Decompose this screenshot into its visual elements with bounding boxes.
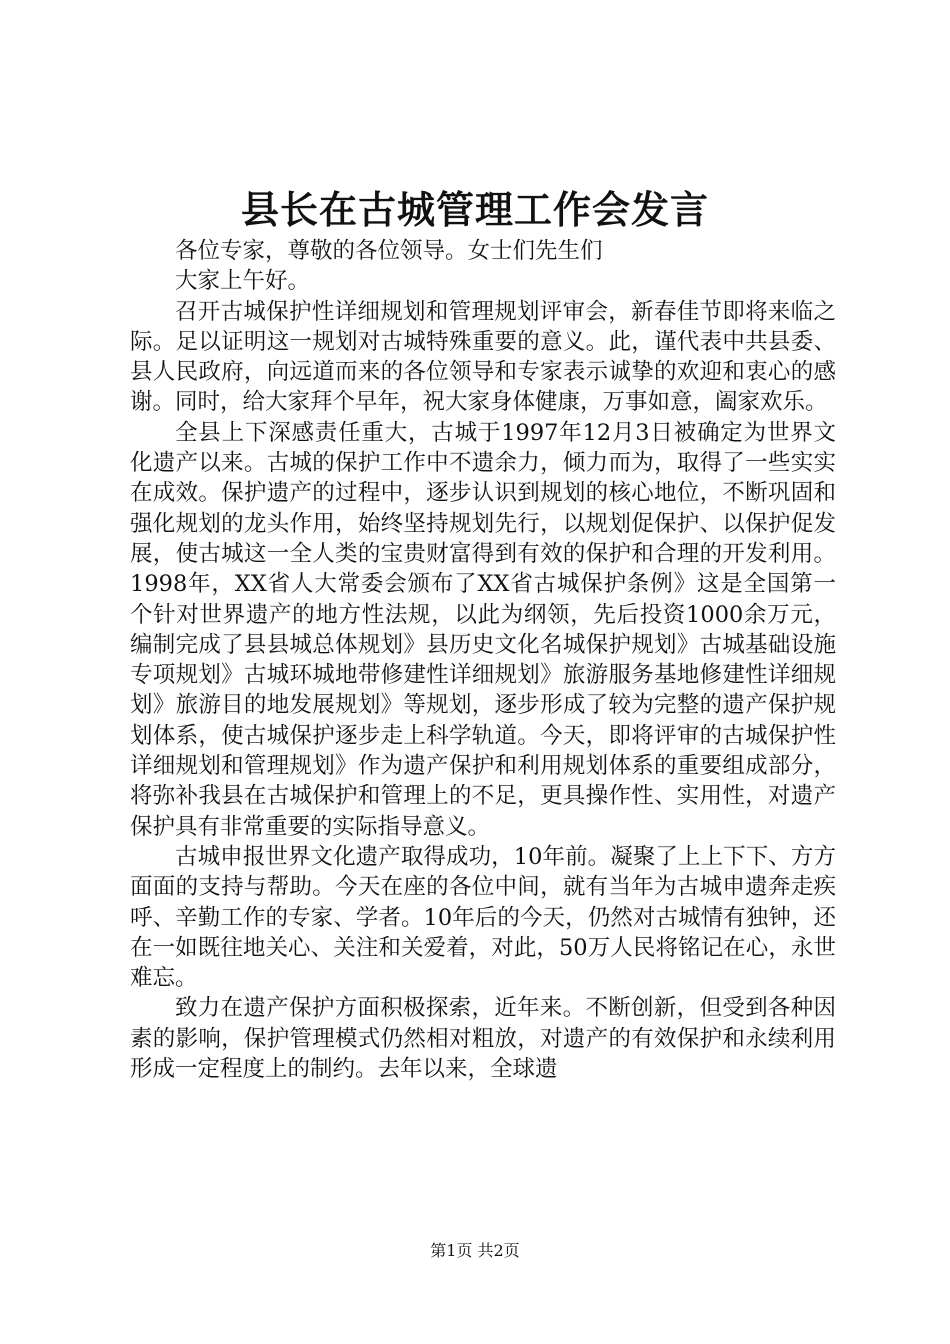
page-number-footer: 第1页 共2页 (430, 1241, 520, 1260)
document-title: 县长在古城管理工作会发言 (240, 187, 709, 232)
body-paragraph: 召开古城保护性详细规划和管理规划评审会，新春佳节即将来临之际。足以证明这一规划对古城特殊重要的意义。此，谨代表中共县委、县人民政府，向远道而来的各位领导和专家表示诚挚的欢迎和衷心的感谢。同时，给大家拜个早年，祝大家身体健康，万事如意，阖家欢乐。 (130, 298, 836, 416)
document-body (130, 236, 836, 1084)
body-paragraph: 全县上下深感责任重大，古城于1997年12月3日被确定为世界文化遗产以来。古城的保护工作中不遗余力，倾力而为，取得了一些实实在成效。保护遗产的过程中，逐步认识到规划的核心地位，不断巩固和强化规划的龙头作用，始终坚持规划先行，以规划促保护、以保护促发展，使古城这一全人类的宝贵财富得到有效的保护和合理的开发利用。1998年，XX省人大常委会颁布了XX省古城保护条例》这是全国第一个针对世界遗产的地方性法规，以此为纲领，先后投资1000余万元，编制完成了县县城总体规划》县历史文化名城保护规划》古城基础设施专项规划》古城环城地带修建性详细规划》旅游服务基地修建性详细规划》旅游目的地发展规划》等规划，逐步形成了较为完整的遗产保护规划体系，使古城保护逐步走上科学轨道。今天，即将评审的古城保护性详细规划和管理规划》作为遗产保护和利用规划体系的重要组成部分，将弥补我县在古城保护和管理上的不足，更具操作性、实用性，对遗产保护具有非常重要的实际指导意义。 (130, 419, 836, 840)
salutation-paragraph: 各位专家，尊敬的各位领导。女士们先生们 (175, 238, 603, 264)
greeting-paragraph: 大家上午好。 (175, 268, 311, 295)
body-paragraph: 致力在遗产保护方面积极探索，近年来。不断创新，但受到各种因素的影响，保护管理模式仍然相对粗放，对遗产的有效保护和永续利用形成一定程度上的制约。去年以来，全球遗 (130, 995, 836, 1083)
body-paragraph: 古城申报世界文化遗产取得成功，10年前。凝聚了上上下下、方方面面的支持与帮助。今天在座的各位中间，就有当年为古城申遗奔走疾呼、辛勤工作的专家、学者。10年后的今天，仍然对古城情有独钟，还在一如既往地关心、关注和关爱着，对此，50万人民将铭记在心，永世难忘。 (130, 843, 836, 992)
